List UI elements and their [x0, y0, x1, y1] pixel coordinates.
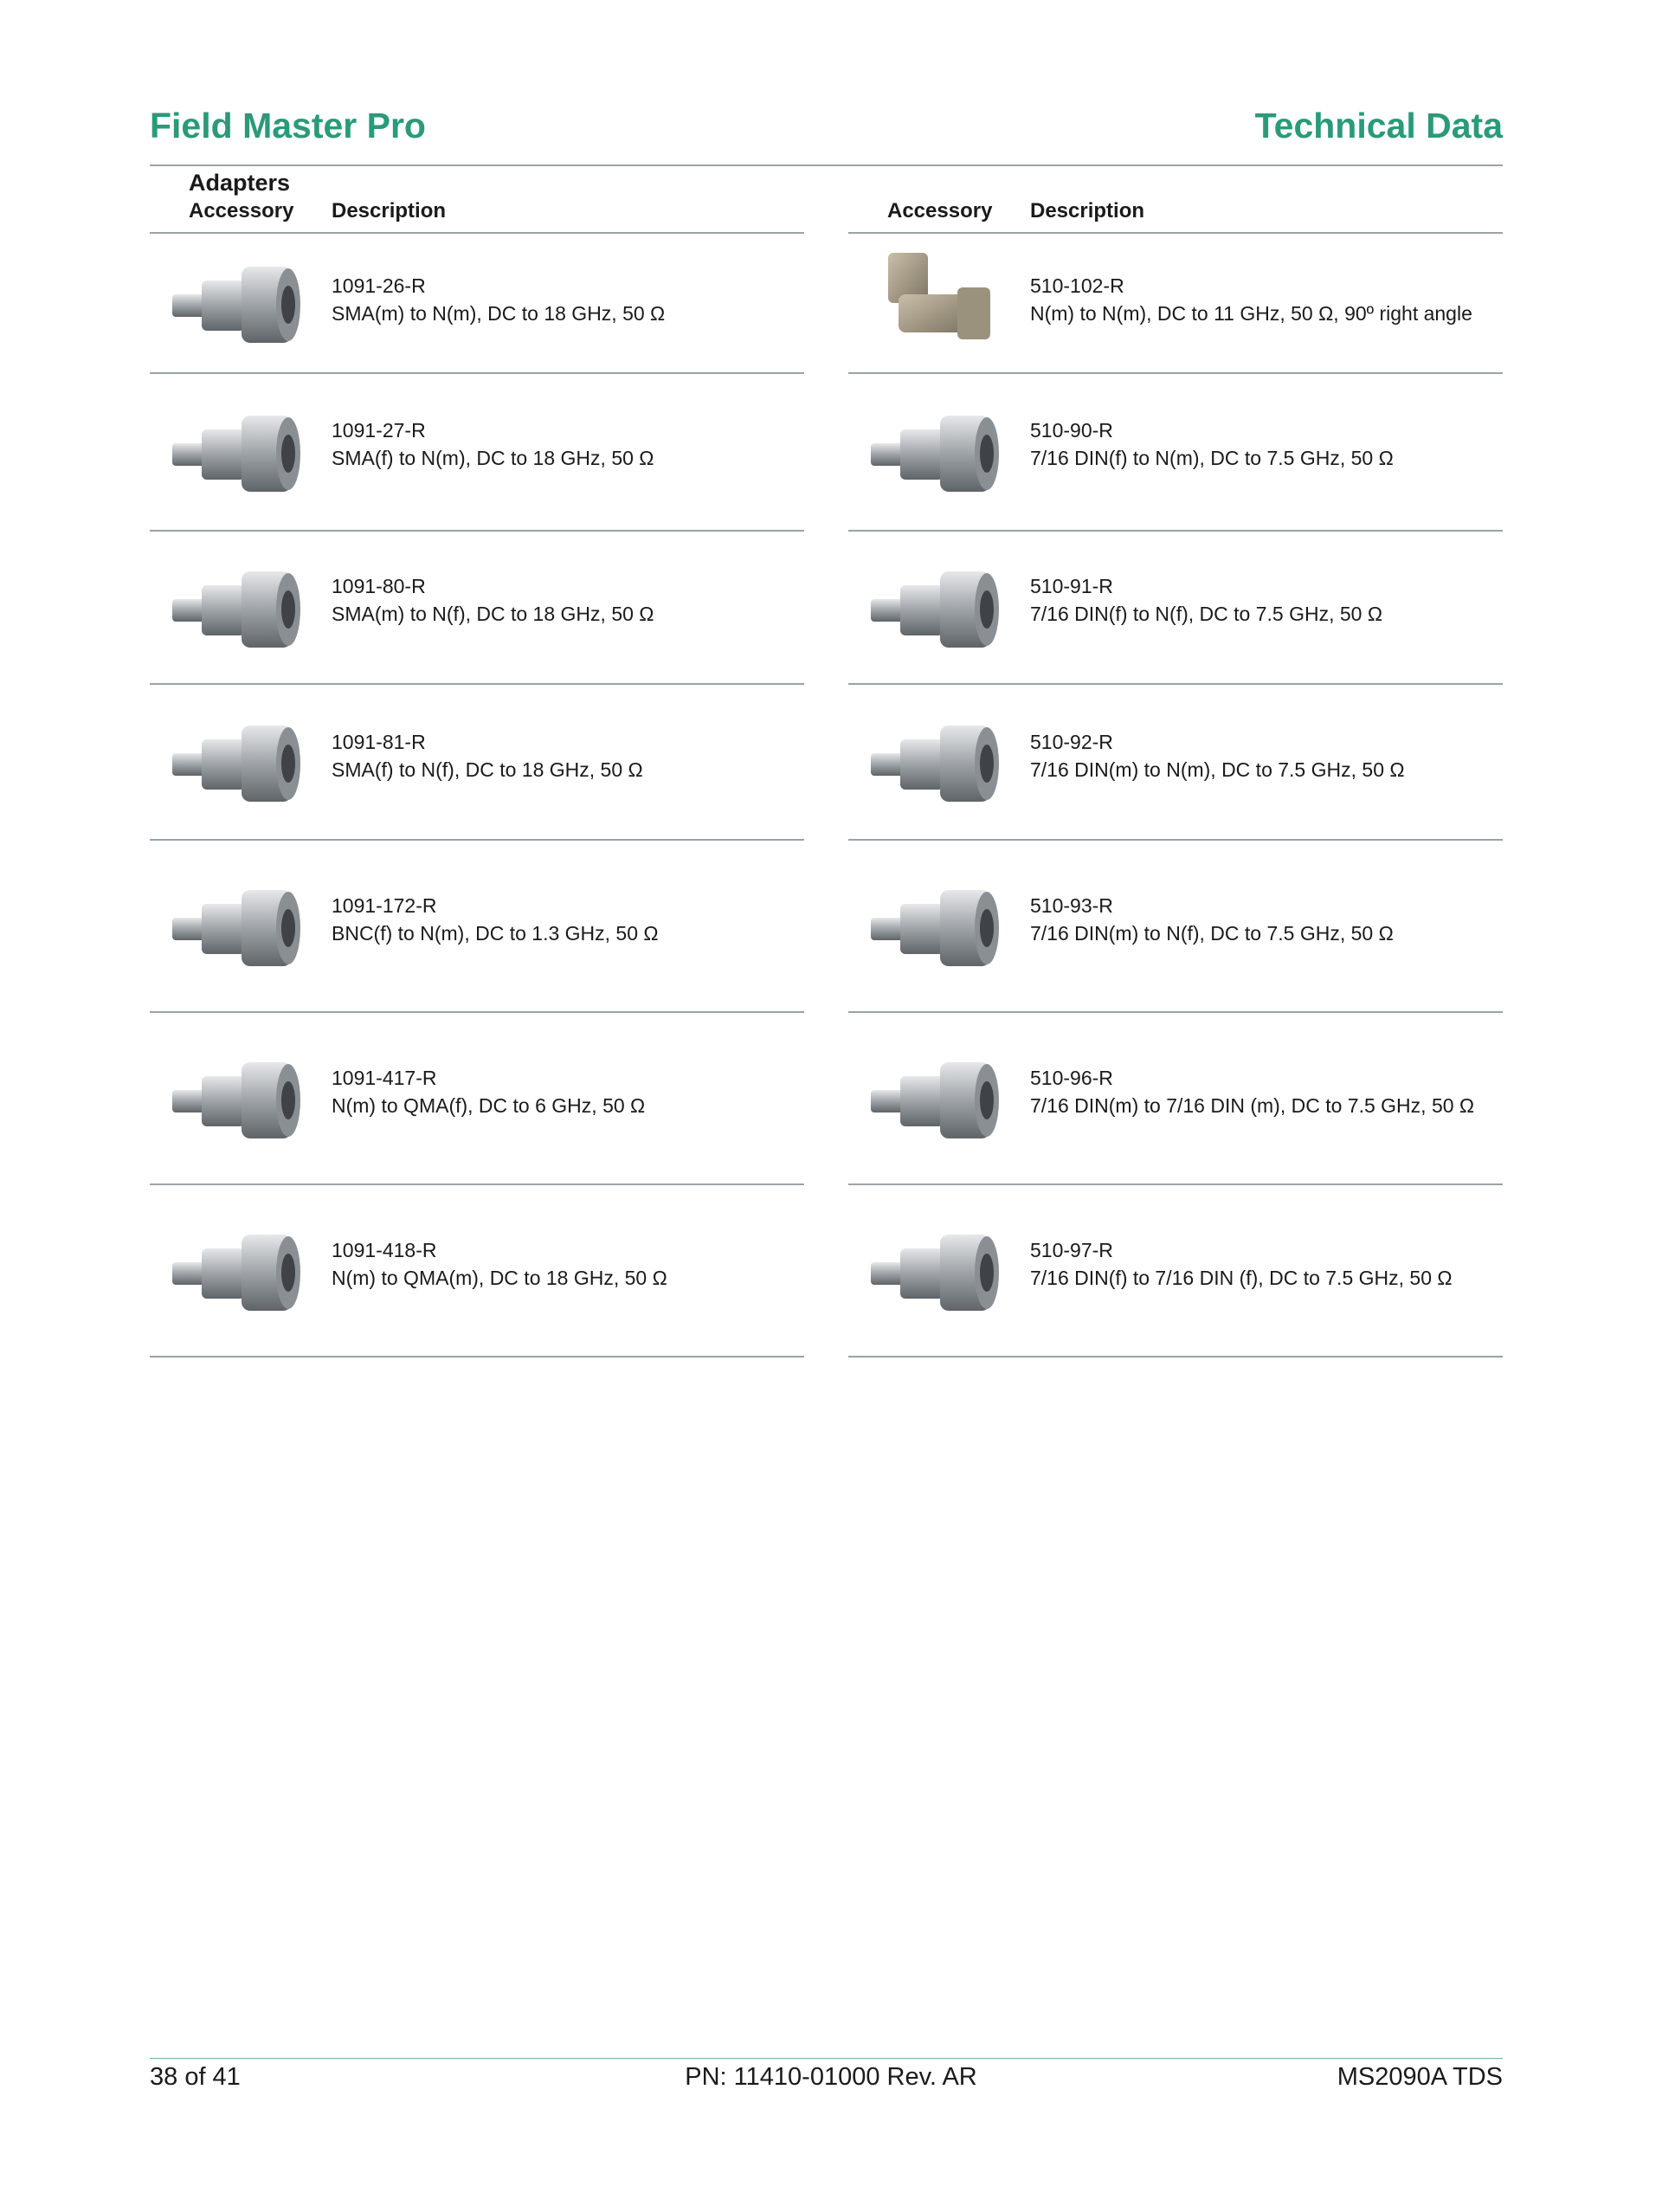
part-description: 7/16 DIN(f) to N(f), DC to 7.5 GHz, 50 Ω — [1030, 603, 1383, 625]
part-number: 1091-417-R — [332, 1067, 437, 1089]
part-description: 7/16 DIN(f) to N(m), DC to 7.5 GHz, 50 Ω — [1030, 447, 1394, 469]
adapter-straight-photo — [157, 547, 312, 668]
footer-page: 38 of 41 — [150, 2063, 241, 2091]
adapter-straight-photo — [157, 701, 312, 822]
part-number: 510-97-R — [1030, 1239, 1113, 1261]
part-number: 1091-172-R — [332, 894, 437, 917]
part-description: SMA(m) to N(m), DC to 18 GHz, 50 Ω — [332, 302, 666, 325]
table-row — [848, 841, 1503, 1013]
adapter-straight-photo — [157, 1210, 312, 1332]
row-text — [1030, 1236, 1453, 1292]
part-number: 1091-81-R — [332, 731, 426, 753]
row-text — [1030, 272, 1472, 327]
part-number: 510-92-R — [1030, 731, 1113, 753]
table-row — [848, 1185, 1503, 1358]
part-description: SMA(f) to N(m), DC to 18 GHz, 50 Ω — [332, 447, 654, 469]
row-text — [332, 892, 659, 947]
accessory-header: Accessory — [189, 199, 294, 222]
section-title: Adapters — [189, 170, 291, 196]
table-row — [848, 532, 1503, 685]
adapter-right-angle-photo — [855, 242, 1011, 364]
part-number: 510-102-R — [1030, 274, 1124, 297]
adapter-straight-photo — [157, 391, 312, 513]
row-text — [1030, 416, 1394, 472]
row-text — [1030, 892, 1394, 947]
adapter-straight-photo — [855, 1038, 1011, 1159]
row-text — [332, 1236, 667, 1292]
part-number: 510-91-R — [1030, 575, 1113, 597]
table-row — [150, 685, 804, 841]
table-row — [848, 374, 1503, 532]
footer-part-number: PN: 11410-01000 Rev. AR — [685, 2063, 977, 2091]
table-row — [150, 841, 804, 1013]
left-table-header — [150, 196, 804, 234]
part-description: BNC(f) to N(m), DC to 1.3 GHz, 50 Ω — [332, 922, 659, 945]
part-number: 510-90-R — [1030, 419, 1113, 442]
left-rows — [150, 234, 804, 1358]
part-description: 7/16 DIN(f) to 7/16 DIN (f), DC to 7.5 GHz, 50 Ω — [1030, 1267, 1453, 1289]
table-row — [150, 532, 804, 685]
part-description: N(m) to QMA(f), DC to 6 GHz, 50 Ω — [332, 1094, 646, 1117]
header-title-left: Field Master Pro — [150, 106, 426, 145]
description-header: Description — [332, 199, 447, 222]
adapter-straight-photo — [157, 1038, 312, 1159]
right-table-header — [848, 196, 1503, 234]
footer-doc: MS2090A TDS — [1337, 2063, 1503, 2091]
description-header: Description — [1030, 199, 1145, 222]
right-table — [848, 196, 1503, 1358]
adapter-straight-photo — [855, 547, 1011, 668]
adapter-straight-photo — [855, 866, 1011, 987]
part-description: N(m) to QMA(m), DC to 18 GHz, 50 Ω — [332, 1267, 667, 1289]
row-text — [332, 272, 665, 327]
part-description: SMA(m) to N(f), DC to 18 GHz, 50 Ω — [332, 603, 654, 625]
adapter-straight-photo — [855, 391, 1011, 513]
row-text — [1030, 728, 1405, 784]
part-description: SMA(f) to N(f), DC to 18 GHz, 50 Ω — [332, 758, 643, 781]
row-text — [1030, 572, 1382, 628]
header-title-right: Technical Data — [1254, 106, 1503, 145]
table-row — [848, 1013, 1503, 1185]
header-divider — [150, 164, 1503, 166]
row-text — [332, 572, 654, 628]
part-number: 1091-418-R — [332, 1239, 437, 1261]
footer-divider — [150, 2058, 1503, 2059]
table-row — [150, 374, 804, 532]
part-number: 510-93-R — [1030, 894, 1113, 917]
row-text — [332, 1064, 645, 1119]
table-row — [150, 234, 804, 374]
left-table — [150, 196, 804, 1358]
part-description: 7/16 DIN(m) to N(f), DC to 7.5 GHz, 50 Ω — [1030, 922, 1394, 945]
part-number: 510-96-R — [1030, 1067, 1113, 1089]
adapter-straight-photo — [157, 242, 312, 364]
part-number: 1091-26-R — [332, 274, 426, 297]
part-number: 1091-27-R — [332, 419, 426, 442]
part-number: 1091-80-R — [332, 575, 426, 597]
right-rows — [848, 234, 1503, 1358]
table-row — [150, 1013, 804, 1185]
table-row — [848, 234, 1503, 374]
row-text — [332, 416, 654, 472]
table-row — [150, 1185, 804, 1358]
adapter-straight-photo — [157, 866, 312, 987]
part-description: 7/16 DIN(m) to 7/16 DIN (m), DC to 7.5 GHz, 50 Ω — [1030, 1094, 1475, 1117]
part-description: 7/16 DIN(m) to N(m), DC to 7.5 GHz, 50 Ω — [1030, 758, 1405, 781]
adapter-straight-photo — [855, 1210, 1011, 1332]
accessory-header: Accessory — [887, 199, 993, 222]
row-text — [332, 728, 643, 784]
adapter-straight-photo — [855, 701, 1011, 822]
part-description: N(m) to N(m), DC to 11 GHz, 50 Ω, 90º right angle — [1030, 302, 1472, 325]
row-text — [1030, 1064, 1474, 1119]
table-row — [848, 685, 1503, 841]
